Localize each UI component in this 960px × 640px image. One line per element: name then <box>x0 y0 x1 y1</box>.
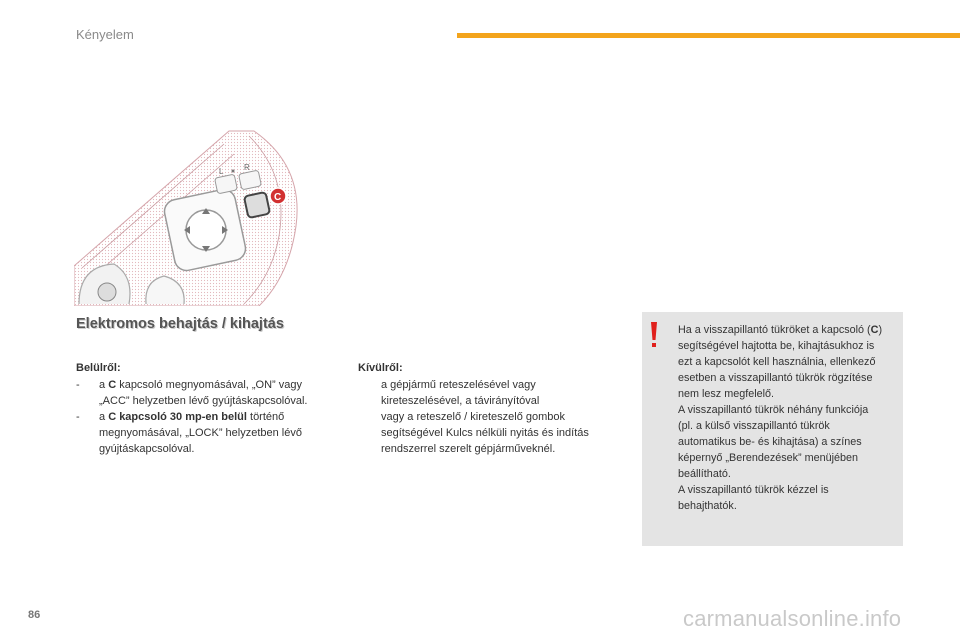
dash-bullet: - <box>76 411 80 423</box>
warning-note-text: Ha a visszapillantó tükröket a kapcsoló (C) segítségével hajtotta be, kihajtásukhoz is ezt a kapcsolót kell használnia, ellenkező esetben a visszapillantó tükrök rögzítése nem lesz megfelelő. A visszapillantó tükrök néhány funkciója (pl. a külső visszapillantó tükrök automatikus be- és kihajtása) a színes képernyő „Berendezések” menüjében beállítható. A visszapillantó tükrök kézzel is behajthatók. <box>678 324 883 512</box>
outside-instructions <box>358 360 628 457</box>
inside-instructions <box>76 360 346 457</box>
list-item: a gépjármű reteszelésével vagy kireteszelésével, a távirányítóval vagy a reteszelő / kireteszelő gombok segítségével Kulcs nélküli nyitás és indítás rendszerrel szerelt gépjárműveknél. <box>381 379 589 455</box>
dash-bullet: - <box>76 379 80 391</box>
list-item: - a C kapcsoló 30 mp-en belül történő megnyomásával, „LOCK” helyzetben lévő gyújtáskapcsolóval. <box>76 411 302 455</box>
list-item: - a C kapcsoló megnyomásával, „ON” vagy „ACC” helyzetben lévő gyújtáskapcsolóval. <box>76 379 308 407</box>
mirror-control-illustration <box>74 126 334 306</box>
switch-label-right: R <box>244 163 250 172</box>
watermark: carmanualsonline.info <box>683 606 902 631</box>
warning-exclamation-icon <box>646 321 662 349</box>
callout-label: C <box>274 192 282 203</box>
section-title: Elektromos behajtás / kihajtás <box>76 316 284 332</box>
inside-heading: Belülről: <box>76 362 121 374</box>
header-accent-bar <box>457 33 960 38</box>
switch-label-left: L <box>219 167 224 176</box>
page-number: 86 <box>28 609 41 621</box>
chapter-title: Kényelem <box>76 27 134 42</box>
mirror-fold-switch <box>244 192 270 218</box>
outside-heading: Kívülről: <box>358 362 403 374</box>
